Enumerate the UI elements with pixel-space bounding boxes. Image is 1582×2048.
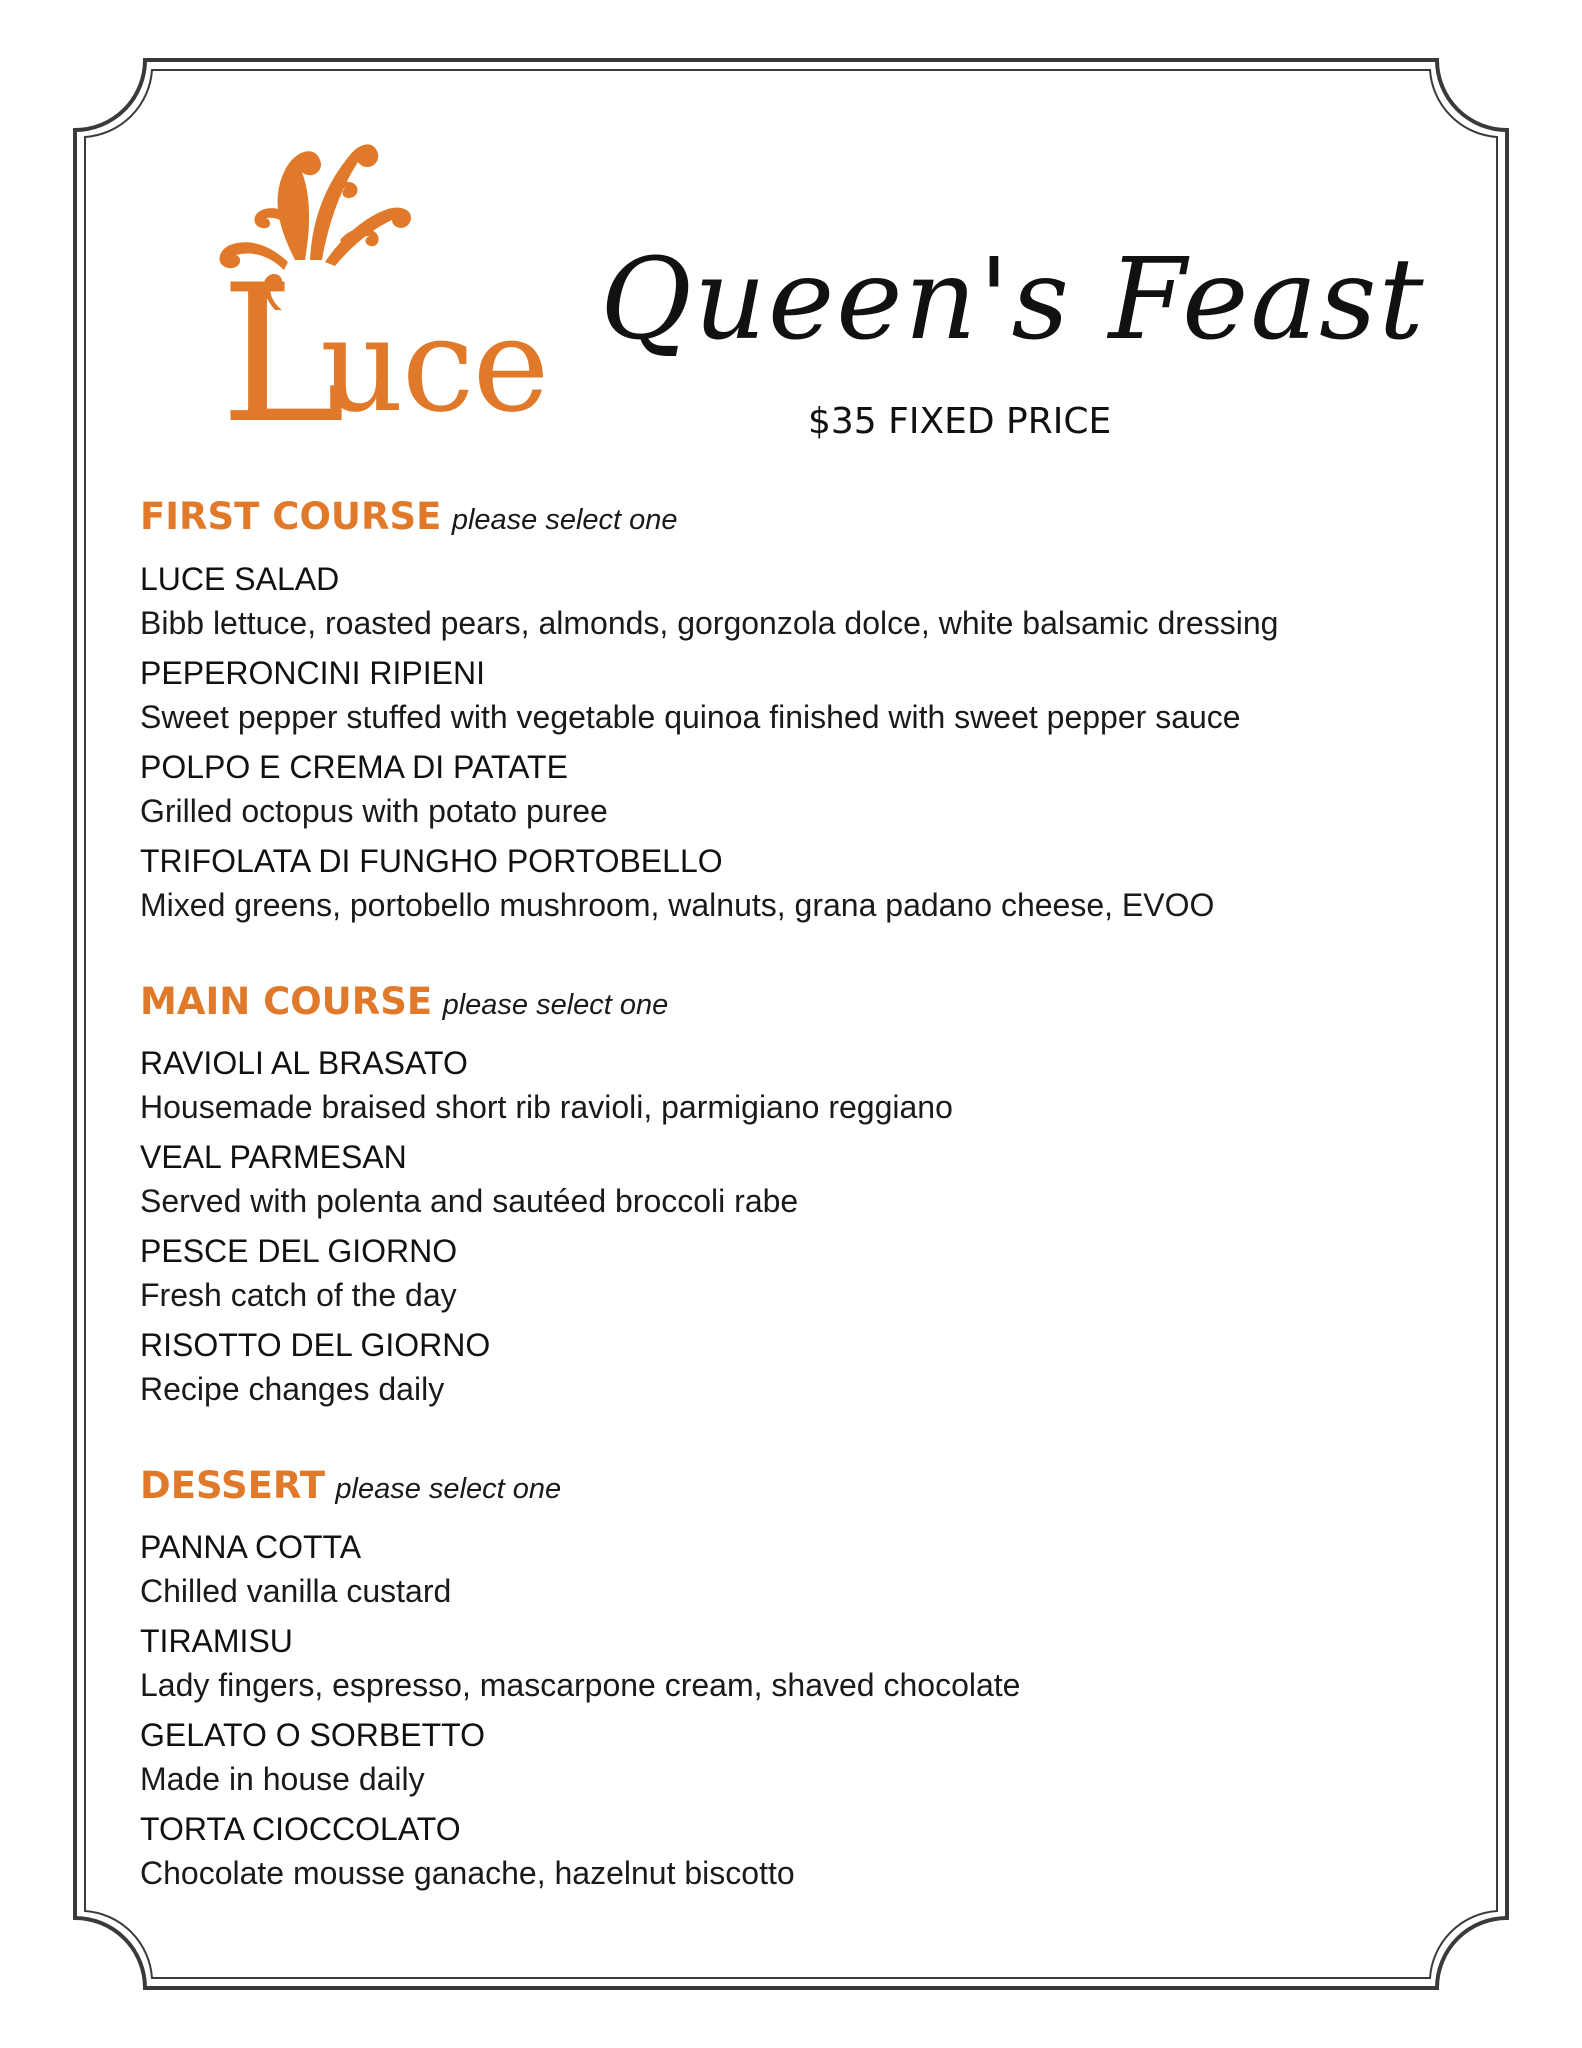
menu-item-description: Chocolate mousse ganache, hazelnut biscotto bbox=[140, 1855, 795, 1891]
menu-item-description: Recipe changes daily bbox=[140, 1371, 445, 1407]
menu-item-name: VEAL PARMESAN bbox=[140, 1139, 407, 1175]
section-note: please select one bbox=[451, 504, 678, 536]
menu-item-description: Fresh catch of the day bbox=[140, 1277, 457, 1313]
section-note: please select one bbox=[335, 1473, 562, 1505]
section-title: MAIN COURSE bbox=[140, 980, 433, 1023]
menu-item-description: Housemade braised short rib ravioli, parmigiano reggiano bbox=[140, 1089, 953, 1125]
section-note: please select one bbox=[442, 989, 669, 1021]
svg-text:uce: uce bbox=[320, 289, 548, 441]
luce-logo bbox=[200, 110, 560, 455]
menu-item-description: Made in house daily bbox=[140, 1761, 425, 1797]
menu-item-description: Mixed greens, portobello mushroom, walnuts, grana padano cheese, EVOO bbox=[140, 887, 1215, 923]
menu-item-name: LUCE SALAD bbox=[140, 561, 340, 597]
menu-item-name: TIRAMISU bbox=[140, 1623, 293, 1659]
menu-item-description: Chilled vanilla custard bbox=[140, 1573, 452, 1609]
menu-item-description: Bibb lettuce, roasted pears, almonds, gorgonzola dolce, white balsamic dressing bbox=[140, 605, 1279, 641]
menu-item-name: PESCE DEL GIORNO bbox=[140, 1233, 458, 1269]
dessert-header bbox=[140, 1464, 561, 1507]
menu-item-description: Lady fingers, espresso, mascarpone cream, shaved chocolate bbox=[140, 1667, 1021, 1703]
menu-item-description: Served with polenta and sautéed broccoli rabe bbox=[140, 1183, 799, 1219]
menu-title: Queen's Feast bbox=[600, 235, 1426, 365]
menu-item-name: PANNA COTTA bbox=[140, 1529, 362, 1565]
main-course-header bbox=[140, 980, 668, 1023]
menu-item-name: RAVIOLI AL BRASATO bbox=[140, 1045, 468, 1081]
section-title: DESSERT bbox=[140, 1464, 325, 1507]
menu-item-name: PEPERONCINI RIPIENI bbox=[140, 655, 485, 691]
menu-item-name: RISOTTO DEL GIORNO bbox=[140, 1327, 491, 1363]
menu-item-description: Sweet pepper stuffed with vegetable quinoa finished with sweet pepper sauce bbox=[140, 699, 1241, 735]
menu-item-name: GELATO O SORBETTO bbox=[140, 1717, 485, 1753]
svg-text:L: L bbox=[220, 244, 343, 455]
section-title: FIRST COURSE bbox=[140, 495, 442, 538]
menu-item-description: Grilled octopus with potato puree bbox=[140, 793, 608, 829]
menu-item-name: TORTA CIOCCOLATO bbox=[140, 1811, 461, 1847]
menu-item-name: POLPO E CREMA DI PATATE bbox=[140, 749, 568, 785]
menu-item-name: TRIFOLATA DI FUNGHO PORTOBELLO bbox=[140, 843, 723, 879]
fixed-price: $35 FIXED PRICE bbox=[808, 401, 1112, 442]
first-course-header bbox=[140, 495, 678, 538]
